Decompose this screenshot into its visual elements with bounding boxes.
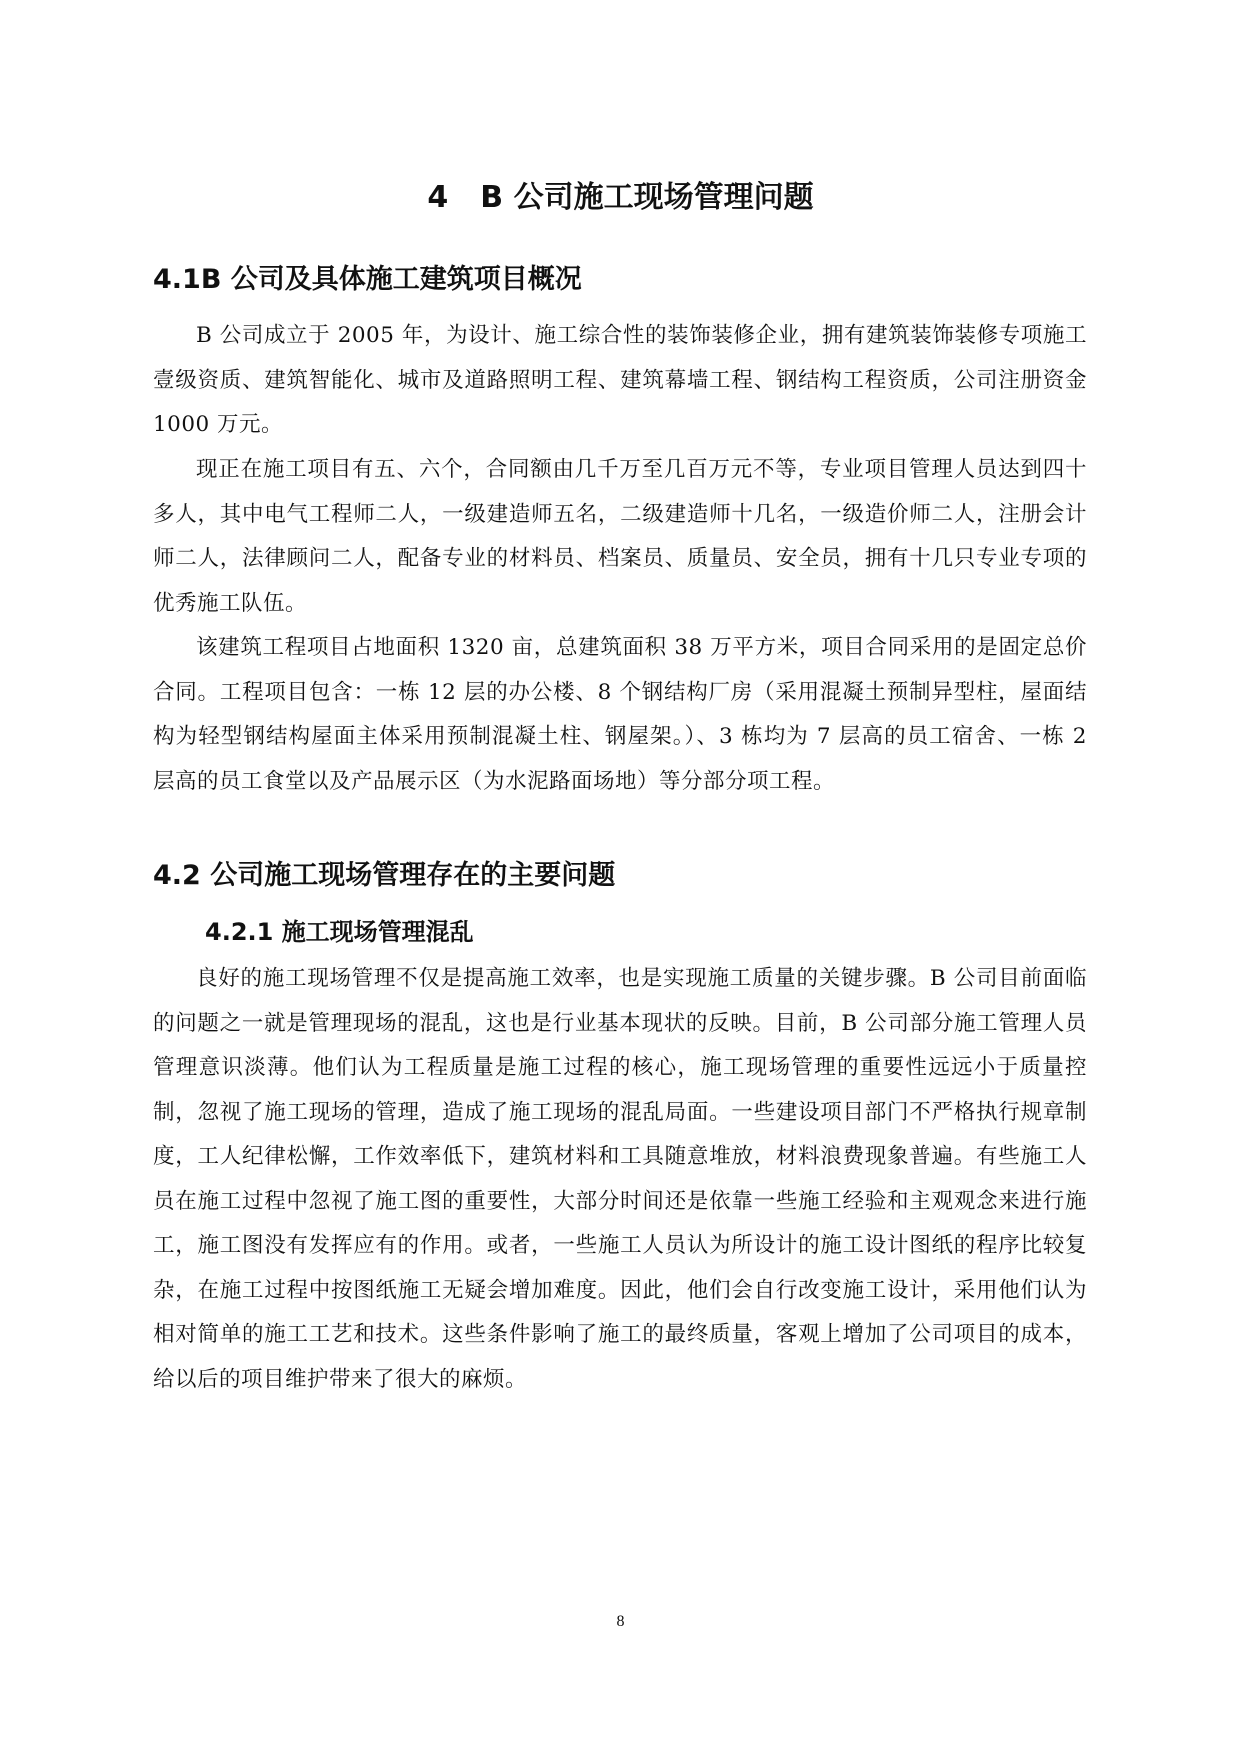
paragraph-site-management-chaos: 良好的施工现场管理不仅是提高施工效率，也是实现施工质量的关键步骤。B 公司目前面临的问题之一就是管理现场的混乱，这也是行业基本现状的反映。目前，B 公司部分施工管理人员管理意识淡薄。他们认为工程质量是施工过程的核心，施工现场管理的重要性远远小于质量控制，忽视了施工现场的管理，造成了施工现场的混乱局面。一些建设项目部门不严格执行规章制度，工人纪律松懈，工作效率低下，建筑材料和工具随意堆放，材料浪费现象普遍。有些施工人员在施工过程中忽视了施工图的重要性，大部分时间还是依靠一些施工经验和主观观念来进行施工，施工图没有发挥应有的作用。或者，一些施工人员认为所设计的施工设计图纸的程序比较复杂，在施工过程中按图纸施工无疑会增加难度。因此，他们会自行改变施工设计，采用他们认为相对简单的施工工艺和技术。这些条件影响了施工的最终质量，客观上增加了公司项目的成本，给以后的项目维护带来了很大的麻烦。 [153,966,1087,1392]
paragraph-current-projects: 现正在施工项目有五、六个，合同额由几千万至几百万元不等，专业项目管理人员达到四十多人，其中电气工程师二人，一级建造师五名，二级建造师十几名，一级造价师二人，注册会计师二人，法律顾问二人，配备专业的材料员、档案员、质量员、安全员，拥有十几只专业专项的优秀施工队伍。 [153,457,1087,616]
page-number: 8 [616,1613,625,1630]
subsection-heading-4-2-1: 4.2.1 施工现场管理混乱 [205,918,474,946]
section-heading-4-2: 4.2 公司施工现场管理存在的主要问题 [153,860,616,891]
chapter-title-text: B 公司施工现场管理问题 [480,180,814,215]
chapter-title [0,178,1241,218]
paragraph-company-overview: B 公司成立于 2005 年，为设计、施工综合性的装饰装修企业，拥有建筑装饰装修专项施工壹级资质、建筑智能化、城市及道路照明工程、建筑幕墙工程、钢结构工程资质，公司注册资金 1000 万元。 [153,323,1087,437]
paragraph-project-details: 该建筑工程项目占地面积 1320 亩，总建筑面积 38 万平方米，项目合同采用的是固定总价合同。工程项目包含：一栋 12 层的办公楼、8 个钢结构厂房（采用混凝土预制异型柱，屋面结构为轻型钢结构屋面主体采用预制混凝土柱、钢屋架。）、3 栋均为 7 层高的员工宿舍、一栋 2 层高的员工食堂以及产品展示区（为水泥路面场地）等分部分项工程。 [153,635,1087,794]
chapter-number: 4 [427,180,449,215]
section-heading-4-1: 4.1B 公司及具体施工建筑项目概况 [153,264,582,295]
